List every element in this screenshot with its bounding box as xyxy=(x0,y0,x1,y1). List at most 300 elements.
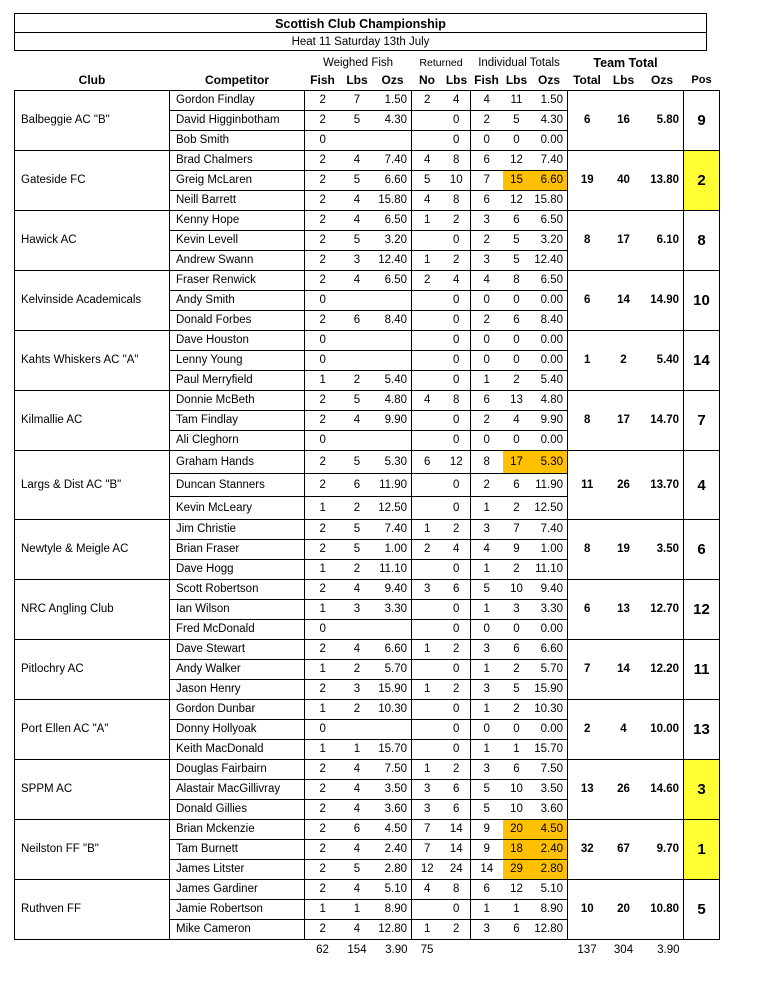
weighed-ozs-cell xyxy=(374,291,412,311)
ind-fish-cell: 1 xyxy=(471,660,503,680)
returned-lbs-cell: 0 xyxy=(443,331,471,351)
ind-fish-cell: 5 xyxy=(471,780,503,800)
competitor-name: Douglas Fairbairn xyxy=(170,760,305,780)
team-total-cell: 8 xyxy=(568,211,607,271)
returned-no-cell xyxy=(412,131,443,151)
weighed-fish-cell: 1 xyxy=(305,660,341,680)
returned-no-cell: 1 xyxy=(412,520,443,540)
weighed-fish-cell: 2 xyxy=(305,580,341,600)
weighed-ozs-cell: 8.90 xyxy=(374,900,412,920)
weighed-lbs-cell: 4 xyxy=(341,780,374,800)
ind-fish-cell: 14 xyxy=(471,860,503,880)
ind-lbs-cell: 0 xyxy=(503,351,531,371)
ind-lbs-cell: 6 xyxy=(503,760,531,780)
weighed-fish-cell: 2 xyxy=(305,271,341,291)
weighed-ozs-cell: 12.80 xyxy=(374,920,412,940)
col-fish: Fish xyxy=(310,73,335,87)
weighed-lbs-cell: 4 xyxy=(341,580,374,600)
weighed-ozs-cell: 6.60 xyxy=(374,640,412,660)
competitor-name: Alastair MacGillivray xyxy=(170,780,305,800)
weighed-ozs-cell: 6.50 xyxy=(374,271,412,291)
ind-ozs-cell: 7.40 xyxy=(531,151,568,171)
col-team-total: Total xyxy=(573,73,601,87)
ind-ozs-cell: 8.90 xyxy=(531,900,568,920)
col-pos: Pos xyxy=(691,74,712,86)
team-total-cell: 6 xyxy=(568,580,607,640)
ind-fish-cell: 9 xyxy=(471,840,503,860)
col-ind-lbs: Lbs xyxy=(505,73,528,87)
ind-lbs-cell: 0 xyxy=(503,431,531,451)
weighed-fish-cell: 0 xyxy=(305,331,341,351)
team-ozs-cell: 10.80 xyxy=(641,880,684,940)
ind-ozs-cell: 0.00 xyxy=(531,351,568,371)
weighed-ozs-cell: 9.90 xyxy=(374,411,412,431)
returned-no-cell xyxy=(412,311,443,331)
ind-lbs-cell: 2 xyxy=(503,700,531,720)
weighed-ozs-cell xyxy=(374,131,412,151)
ind-fish-cell: 5 xyxy=(471,580,503,600)
weighed-fish-cell: 2 xyxy=(305,780,341,800)
ind-fish-cell: 0 xyxy=(471,131,503,151)
weighed-lbs-cell: 4 xyxy=(341,271,374,291)
table-row xyxy=(15,820,720,840)
total-ozs: 3.90 xyxy=(385,943,408,956)
competitor-name: Kevin McLeary xyxy=(170,497,305,520)
returned-no-cell xyxy=(412,497,443,520)
returned-no-cell: 1 xyxy=(412,680,443,700)
competitor-name: Keith MacDonald xyxy=(170,740,305,760)
total-team-fish: 137 xyxy=(577,943,597,956)
team-lbs-cell: 13 xyxy=(607,580,641,640)
team-lbs-cell: 26 xyxy=(607,451,641,520)
competitor-name: Bob Smith xyxy=(170,131,305,151)
weighed-ozs-cell: 5.40 xyxy=(374,371,412,391)
competitor-name: James Gardiner xyxy=(170,880,305,900)
team-total-cell: 8 xyxy=(568,520,607,580)
weighed-fish-cell: 1 xyxy=(305,900,341,920)
weighed-fish-cell: 2 xyxy=(305,391,341,411)
weighed-ozs-cell: 6.50 xyxy=(374,211,412,231)
returned-lbs-cell: 2 xyxy=(443,760,471,780)
ind-ozs-cell: 4.80 xyxy=(531,391,568,411)
weighed-ozs-cell: 9.40 xyxy=(374,580,412,600)
ind-fish-cell: 3 xyxy=(471,211,503,231)
returned-no-cell xyxy=(412,900,443,920)
returned-no-cell: 3 xyxy=(412,780,443,800)
weighed-ozs-cell: 3.50 xyxy=(374,780,412,800)
competitor-name: Duncan Stanners xyxy=(170,474,305,497)
ind-ozs-cell: 8.40 xyxy=(531,311,568,331)
returned-no-cell xyxy=(412,620,443,640)
ind-ozs-cell: 6.50 xyxy=(531,211,568,231)
returned-no-cell: 1 xyxy=(412,920,443,940)
weighed-fish-cell: 2 xyxy=(305,880,341,900)
position-cell: 6 xyxy=(684,520,720,580)
returned-no-cell xyxy=(412,600,443,620)
team-lbs-cell: 4 xyxy=(607,700,641,760)
ind-lbs-cell: 10 xyxy=(503,580,531,600)
weighed-fish-cell: 1 xyxy=(305,740,341,760)
ind-ozs-cell: 5.10 xyxy=(531,880,568,900)
competitor-name: Donnie McBeth xyxy=(170,391,305,411)
weighed-ozs-cell: 12.50 xyxy=(374,497,412,520)
ind-fish-cell: 2 xyxy=(471,231,503,251)
position-cell: 12 xyxy=(684,580,720,640)
ind-ozs-cell: 0.00 xyxy=(531,331,568,351)
competitor-name: Brad Chalmers xyxy=(170,151,305,171)
weighed-lbs-cell: 5 xyxy=(341,231,374,251)
weighed-ozs-cell: 15.70 xyxy=(374,740,412,760)
returned-no-cell xyxy=(412,111,443,131)
returned-no-cell xyxy=(412,351,443,371)
ind-lbs-cell: 3 xyxy=(503,600,531,620)
ind-ozs-cell: 0.00 xyxy=(531,131,568,151)
ind-ozs-cell: 12.50 xyxy=(531,497,568,520)
weighed-fish-cell: 2 xyxy=(305,474,341,497)
total-team-lbs: 304 xyxy=(613,943,634,956)
returned-lbs-cell: 0 xyxy=(443,474,471,497)
returned-lbs-cell: 0 xyxy=(443,351,471,371)
ind-ozs-cell: 4.50 xyxy=(531,820,568,840)
team-total-cell: 6 xyxy=(568,91,607,151)
competitor-name: Jamie Robertson xyxy=(170,900,305,920)
returned-no-cell xyxy=(412,720,443,740)
returned-lbs-cell: 14 xyxy=(443,840,471,860)
ind-lbs-cell: 6 xyxy=(503,474,531,497)
returned-lbs-cell: 0 xyxy=(443,411,471,431)
total-team-ozs: 3.90 xyxy=(657,943,680,956)
competitor-name: Dave Hogg xyxy=(170,560,305,580)
ind-fish-cell: 7 xyxy=(471,171,503,191)
weighed-lbs-cell: 5 xyxy=(341,540,374,560)
club-name: SPPM AC xyxy=(15,760,170,820)
returned-lbs-cell: 6 xyxy=(443,780,471,800)
team-lbs-cell: 17 xyxy=(607,211,641,271)
ind-ozs-cell: 0.00 xyxy=(531,291,568,311)
team-lbs-cell: 2 xyxy=(607,331,641,391)
ind-lbs-cell: 0 xyxy=(503,620,531,640)
table-row xyxy=(15,700,720,720)
competitor-name: Gordon Dunbar xyxy=(170,700,305,720)
team-ozs-cell: 13.80 xyxy=(641,151,684,211)
weighed-lbs-cell xyxy=(341,351,374,371)
ind-lbs-cell: 2 xyxy=(503,660,531,680)
competitor-name: Kenny Hope xyxy=(170,211,305,231)
weighed-ozs-cell: 2.80 xyxy=(374,860,412,880)
individual-totals-header: Individual Totals xyxy=(478,57,560,69)
competitor-name: Donny Hollyoak xyxy=(170,720,305,740)
ind-fish-cell: 0 xyxy=(471,331,503,351)
competitor-name: Donald Gillies xyxy=(170,800,305,820)
ind-ozs-cell: 3.60 xyxy=(531,800,568,820)
weighed-ozs-cell xyxy=(374,620,412,640)
table-row xyxy=(15,91,720,111)
ind-lbs-cell: 11 xyxy=(503,91,531,111)
weighed-lbs-cell xyxy=(341,720,374,740)
returned-lbs-cell: 2 xyxy=(443,920,471,940)
weighed-lbs-cell xyxy=(341,131,374,151)
weighed-lbs-cell: 4 xyxy=(341,640,374,660)
returned-lbs-cell: 0 xyxy=(443,740,471,760)
weighed-ozs-cell: 1.50 xyxy=(374,91,412,111)
ind-ozs-cell: 9.40 xyxy=(531,580,568,600)
ind-ozs-cell: 15.90 xyxy=(531,680,568,700)
returned-lbs-cell: 2 xyxy=(443,640,471,660)
weighed-ozs-cell xyxy=(374,331,412,351)
ind-ozs-cell: 15.70 xyxy=(531,740,568,760)
weighed-ozs-cell: 11.10 xyxy=(374,560,412,580)
returned-no-cell: 12 xyxy=(412,860,443,880)
team-total-cell: 11 xyxy=(568,451,607,520)
ind-fish-cell: 1 xyxy=(471,371,503,391)
col-competitor: Competitor xyxy=(205,73,269,87)
weighed-fish-cell: 0 xyxy=(305,131,341,151)
club-name: Kahts Whiskers AC "A" xyxy=(15,331,170,391)
weighed-lbs-cell: 2 xyxy=(341,497,374,520)
ind-lbs-cell: 2 xyxy=(503,560,531,580)
ind-ozs-cell: 0.00 xyxy=(531,720,568,740)
weighed-fish-cell: 2 xyxy=(305,191,341,211)
returned-lbs-cell: 0 xyxy=(443,311,471,331)
weighed-fish-cell: 2 xyxy=(305,640,341,660)
ind-fish-cell: 4 xyxy=(471,540,503,560)
col-team-lbs: Lbs xyxy=(612,73,635,87)
returned-lbs-cell: 0 xyxy=(443,900,471,920)
weighed-ozs-cell: 4.50 xyxy=(374,820,412,840)
ind-ozs-cell: 3.20 xyxy=(531,231,568,251)
team-ozs-cell: 12.70 xyxy=(641,580,684,640)
grand-totals-row xyxy=(15,940,720,961)
ind-lbs-cell: 7 xyxy=(503,520,531,540)
competitor-name: Andy Walker xyxy=(170,660,305,680)
weighed-lbs-cell: 5 xyxy=(341,520,374,540)
weighed-lbs-cell: 4 xyxy=(341,151,374,171)
ind-lbs-cell: 12 xyxy=(503,880,531,900)
weighed-fish-cell: 2 xyxy=(305,211,341,231)
weighed-ozs-cell: 3.30 xyxy=(374,600,412,620)
team-ozs-cell: 3.50 xyxy=(641,520,684,580)
weighed-fish-cell: 2 xyxy=(305,920,341,940)
team-ozs-cell: 14.90 xyxy=(641,271,684,331)
ind-ozs-cell: 12.80 xyxy=(531,920,568,940)
weighed-lbs-cell: 4 xyxy=(341,840,374,860)
weighed-ozs-cell: 15.90 xyxy=(374,680,412,700)
ind-fish-cell: 3 xyxy=(471,640,503,660)
ind-lbs-cell: 20 xyxy=(503,820,531,840)
ind-ozs-cell: 9.90 xyxy=(531,411,568,431)
weighed-lbs-cell: 5 xyxy=(341,451,374,474)
weighed-fish-cell: 1 xyxy=(305,560,341,580)
club-name: Largs & Dist AC "B" xyxy=(15,451,170,520)
weighed-fish-cell: 0 xyxy=(305,291,341,311)
weighed-ozs-cell: 4.80 xyxy=(374,391,412,411)
ind-ozs-cell: 5.40 xyxy=(531,371,568,391)
ind-fish-cell: 3 xyxy=(471,520,503,540)
returned-lbs-cell: 0 xyxy=(443,560,471,580)
team-ozs-cell: 12.20 xyxy=(641,640,684,700)
sheet-title: Scottish Club Championship xyxy=(14,13,707,33)
position-cell: 14 xyxy=(684,331,720,391)
club-name: Kelvinside Academicals xyxy=(15,271,170,331)
returned-no-cell xyxy=(412,660,443,680)
table-row xyxy=(15,211,720,231)
weighed-fish-cell: 2 xyxy=(305,171,341,191)
ind-ozs-cell: 15.80 xyxy=(531,191,568,211)
returned-lbs-cell: 10 xyxy=(443,171,471,191)
col-team-ozs: Ozs xyxy=(650,73,673,87)
returned-no-cell: 7 xyxy=(412,820,443,840)
team-total-cell: 1 xyxy=(568,331,607,391)
ind-fish-cell: 1 xyxy=(471,560,503,580)
weighed-ozs-cell: 11.90 xyxy=(374,474,412,497)
ind-fish-cell: 0 xyxy=(471,431,503,451)
weighed-ozs-cell xyxy=(374,720,412,740)
returned-lbs-cell: 0 xyxy=(443,131,471,151)
team-lbs-cell: 19 xyxy=(607,520,641,580)
weighed-lbs-cell: 2 xyxy=(341,371,374,391)
column-header-row xyxy=(15,71,720,91)
ind-fish-cell: 2 xyxy=(471,111,503,131)
returned-lbs-cell: 12 xyxy=(443,451,471,474)
weighed-lbs-cell: 2 xyxy=(341,560,374,580)
returned-no-cell: 2 xyxy=(412,91,443,111)
ind-fish-cell: 0 xyxy=(471,620,503,640)
weighed-ozs-cell: 6.60 xyxy=(374,171,412,191)
weighed-ozs-cell: 5.10 xyxy=(374,880,412,900)
position-cell: 3 xyxy=(684,760,720,820)
returned-lbs-cell: 0 xyxy=(443,660,471,680)
position-cell: 2 xyxy=(684,151,720,211)
ind-lbs-cell: 18 xyxy=(503,840,531,860)
team-total-cell: 7 xyxy=(568,640,607,700)
col-lbs: Lbs xyxy=(346,73,368,87)
competitor-name: Fraser Renwick xyxy=(170,271,305,291)
returned-no-cell xyxy=(412,560,443,580)
ind-ozs-cell: 12.40 xyxy=(531,251,568,271)
weighed-ozs-cell: 5.70 xyxy=(374,660,412,680)
competitor-name: Neill Barrett xyxy=(170,191,305,211)
returned-lbs-cell: 0 xyxy=(443,497,471,520)
ind-lbs-cell: 12 xyxy=(503,191,531,211)
team-ozs-cell: 5.80 xyxy=(641,91,684,151)
competitor-name: Ian Wilson xyxy=(170,600,305,620)
weighed-fish-cell: 1 xyxy=(305,700,341,720)
returned-lbs-cell: 2 xyxy=(443,680,471,700)
ind-fish-cell: 4 xyxy=(471,91,503,111)
ind-lbs-cell: 6 xyxy=(503,311,531,331)
club-name: Newtyle & Meigle AC xyxy=(15,520,170,580)
ind-fish-cell: 2 xyxy=(471,474,503,497)
weighed-lbs-cell: 4 xyxy=(341,800,374,820)
weighed-ozs-cell: 3.20 xyxy=(374,231,412,251)
ind-fish-cell: 6 xyxy=(471,391,503,411)
competitor-name: David Higginbotham xyxy=(170,111,305,131)
ind-lbs-cell: 4 xyxy=(503,411,531,431)
ind-lbs-cell: 10 xyxy=(503,800,531,820)
total-returned-no: 75 xyxy=(420,943,434,956)
ind-fish-cell: 0 xyxy=(471,351,503,371)
position-cell: 4 xyxy=(684,451,720,520)
competitor-name: Tam Findlay xyxy=(170,411,305,431)
returned-lbs-cell: 0 xyxy=(443,700,471,720)
ind-fish-cell: 1 xyxy=(471,600,503,620)
returned-no-cell: 1 xyxy=(412,640,443,660)
weighed-fish-header: Weighed Fish xyxy=(322,57,394,69)
returned-lbs-cell: 4 xyxy=(443,271,471,291)
position-cell: 1 xyxy=(684,820,720,880)
ind-lbs-cell: 5 xyxy=(503,680,531,700)
position-cell: 10 xyxy=(684,271,720,331)
ind-fish-cell: 6 xyxy=(471,151,503,171)
team-ozs-cell: 10.00 xyxy=(641,700,684,760)
competitor-name: Greig McLaren xyxy=(170,171,305,191)
returned-lbs-cell: 0 xyxy=(443,431,471,451)
weighed-ozs-cell: 7.40 xyxy=(374,520,412,540)
weighed-lbs-cell: 5 xyxy=(341,391,374,411)
ind-lbs-cell: 13 xyxy=(503,391,531,411)
ind-lbs-cell: 10 xyxy=(503,780,531,800)
weighed-lbs-cell: 2 xyxy=(341,700,374,720)
ind-ozs-cell: 6.60 xyxy=(531,640,568,660)
weighed-ozs-cell: 2.40 xyxy=(374,840,412,860)
ind-ozs-cell: 1.00 xyxy=(531,540,568,560)
returned-no-cell: 2 xyxy=(412,540,443,560)
team-total-cell: 19 xyxy=(568,151,607,211)
weighed-ozs-cell: 12.40 xyxy=(374,251,412,271)
weighed-ozs-cell: 1.00 xyxy=(374,540,412,560)
returned-no-cell: 3 xyxy=(412,800,443,820)
returned-lbs-cell: 0 xyxy=(443,231,471,251)
competitor-name: Scott Robertson xyxy=(170,580,305,600)
group-header-row xyxy=(15,55,720,71)
weighed-fish-cell: 1 xyxy=(305,600,341,620)
ind-ozs-cell: 10.30 xyxy=(531,700,568,720)
table-row xyxy=(15,520,720,540)
col-club: Club xyxy=(78,73,106,87)
returned-no-cell: 4 xyxy=(412,151,443,171)
position-cell: 7 xyxy=(684,391,720,451)
col-ind-ozs: Ozs xyxy=(537,73,560,87)
weighed-ozs-cell: 8.40 xyxy=(374,311,412,331)
returned-no-cell: 4 xyxy=(412,391,443,411)
weighed-fish-cell: 0 xyxy=(305,620,341,640)
ind-fish-cell: 3 xyxy=(471,251,503,271)
returned-lbs-cell: 0 xyxy=(443,111,471,131)
ind-lbs-cell: 8 xyxy=(503,271,531,291)
weighed-lbs-cell: 1 xyxy=(341,900,374,920)
returned-lbs-cell: 8 xyxy=(443,191,471,211)
col-ozs: Ozs xyxy=(381,73,404,87)
returned-lbs-cell: 6 xyxy=(443,800,471,820)
ind-fish-cell: 0 xyxy=(471,291,503,311)
weighed-fish-cell: 2 xyxy=(305,311,341,331)
weighed-lbs-cell: 4 xyxy=(341,920,374,940)
weighed-lbs-cell xyxy=(341,620,374,640)
ind-ozs-cell: 2.40 xyxy=(531,840,568,860)
weighed-fish-cell: 2 xyxy=(305,820,341,840)
ind-ozs-cell: 3.30 xyxy=(531,600,568,620)
ind-lbs-cell: 2 xyxy=(503,371,531,391)
returned-no-cell xyxy=(412,411,443,431)
weighed-fish-cell: 2 xyxy=(305,540,341,560)
weighed-fish-cell: 2 xyxy=(305,231,341,251)
club-name: Port Ellen AC "A" xyxy=(15,700,170,760)
position-cell: 5 xyxy=(684,880,720,940)
weighed-lbs-cell: 5 xyxy=(341,111,374,131)
ind-fish-cell: 4 xyxy=(471,271,503,291)
weighed-lbs-cell: 6 xyxy=(341,474,374,497)
returned-no-cell xyxy=(412,291,443,311)
